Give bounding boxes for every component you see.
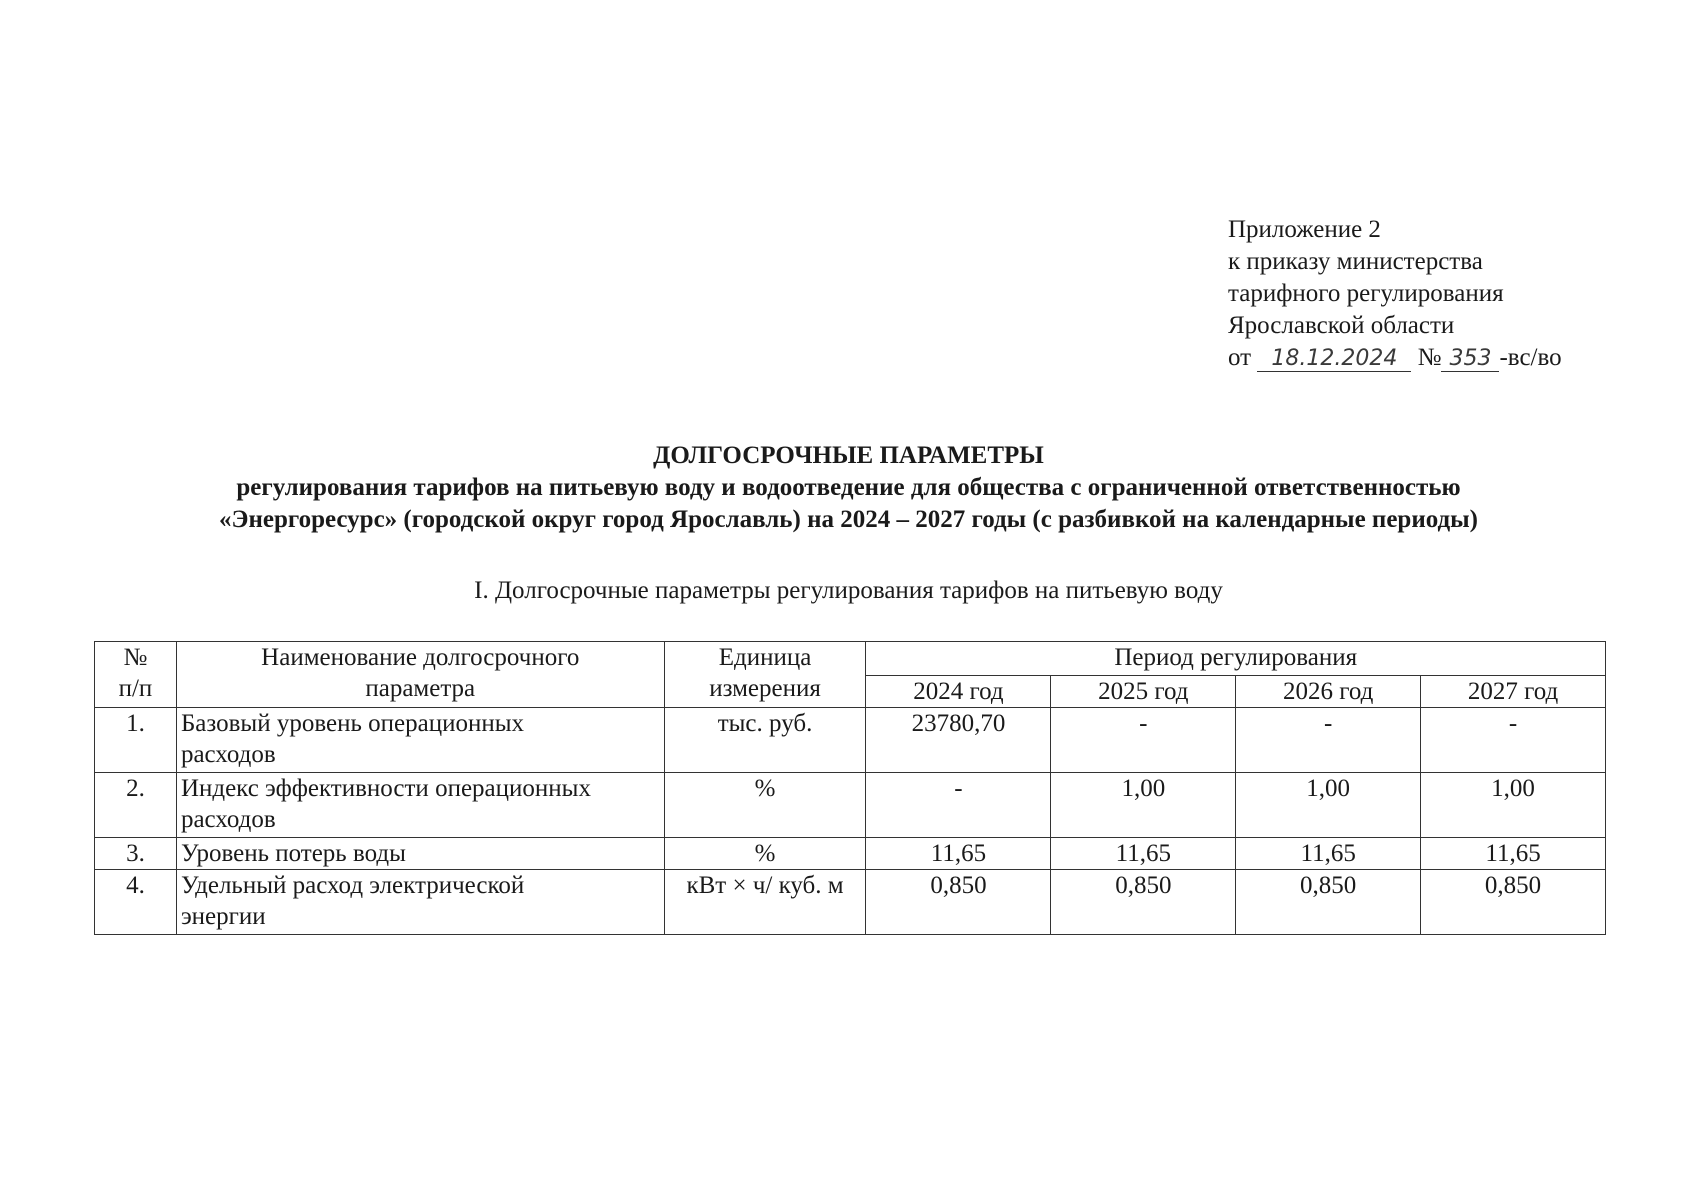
header-num-line-1: № (123, 644, 148, 671)
row-name (176, 773, 664, 838)
row-value-2026: 11,65 (1236, 838, 1421, 870)
row-name (176, 870, 664, 935)
row-value-2025: 1,00 (1051, 773, 1236, 838)
row-unit: % (664, 773, 866, 838)
table-row (95, 773, 1606, 838)
row-unit: % (664, 838, 866, 870)
row-value-2025: - (1051, 708, 1236, 773)
table-header-row (95, 642, 1606, 676)
row-name-line-1: Удельный расход электрической (180, 872, 525, 899)
row-name-line-2: расходов (180, 741, 276, 768)
appendix-block (1228, 214, 1562, 374)
row-value-2026: 1,00 (1236, 773, 1421, 838)
row-value-2027: 1,00 (1421, 773, 1606, 838)
header-period: Период регулирования (866, 642, 1606, 676)
header-unit-line-1: Единица (718, 644, 812, 671)
header-year-2025: 2025 год (1051, 676, 1236, 708)
row-value-2026: 0,850 (1236, 870, 1421, 935)
header-year-2027: 2027 год (1421, 676, 1606, 708)
title-line-2: регулирования тарифов на питьевую воду и водоотведение для общества с ограниченной ответственностью (236, 474, 1461, 501)
header-num (95, 642, 177, 708)
row-value-2026: - (1236, 708, 1421, 773)
row-name (176, 708, 664, 773)
appendix-line-4: Ярославской области (1228, 312, 1455, 339)
appendix-number: 353 (1441, 347, 1499, 372)
appendix-line-1: Приложение 2 (1228, 216, 1381, 243)
title-line-3: «Энергоресурс» (городской округ город Ярославль) на 2024 – 2027 годы (с разбивкой на календарные периоды) (219, 506, 1478, 533)
row-unit: тыс. руб. (664, 708, 866, 773)
row-name-line-2: энергии (180, 903, 266, 930)
header-name (176, 642, 664, 708)
row-name-line-1: Уровень потерь воды (180, 840, 406, 867)
appendix-line-3: тарифного регулирования (1228, 280, 1504, 307)
row-value-2025: 0,850 (1051, 870, 1236, 935)
row-value-2024: 11,65 (866, 838, 1051, 870)
row-name-line-2: расходов (180, 806, 276, 833)
header-unit-line-2: измерения (709, 675, 821, 702)
appendix-suffix: -вс/во (1499, 344, 1562, 371)
header-name-line-2: параметра (365, 675, 476, 702)
appendix-line-2: к приказу министерства (1228, 248, 1483, 275)
row-value-2024: 0,850 (866, 870, 1051, 935)
header-year-2024: 2024 год (866, 676, 1051, 708)
row-value-2024: - (866, 773, 1051, 838)
appendix-date: 18.12.2024 (1257, 347, 1411, 372)
table-row (95, 838, 1606, 870)
document-title (0, 440, 1697, 536)
header-year-2026: 2026 год (1236, 676, 1421, 708)
row-value-2027: - (1421, 708, 1606, 773)
row-name (176, 838, 664, 870)
header-num-line-2: п/п (118, 675, 153, 702)
appendix-number-sign: № (1417, 344, 1442, 371)
section-title: I. Долгосрочные параметры регулирования тарифов на питьевую воду (474, 577, 1223, 604)
table-row (95, 870, 1606, 935)
header-name-line-1: Наименование долгосрочного (261, 644, 580, 671)
row-value-2025: 11,65 (1051, 838, 1236, 870)
row-unit: кВт × ч/ куб. м (664, 870, 866, 935)
row-num: 1. (95, 708, 177, 773)
row-num: 2. (95, 773, 177, 838)
row-name-line-1: Индекс эффективности операционных (180, 775, 591, 802)
row-num: 3. (95, 838, 177, 870)
table-row (95, 708, 1606, 773)
title-main: ДОЛГОСРОЧНЫЕ ПАРАМЕТРЫ (653, 442, 1044, 469)
header-unit (664, 642, 866, 708)
parameters-table (94, 641, 1606, 935)
row-num: 4. (95, 870, 177, 935)
row-name-line-1: Базовый уровень операционных (180, 710, 525, 737)
appendix-from-prefix: от (1228, 344, 1252, 371)
row-value-2024: 23780,70 (866, 708, 1051, 773)
row-value-2027: 0,850 (1421, 870, 1606, 935)
appendix-line-5 (1228, 342, 1562, 374)
row-value-2027: 11,65 (1421, 838, 1606, 870)
